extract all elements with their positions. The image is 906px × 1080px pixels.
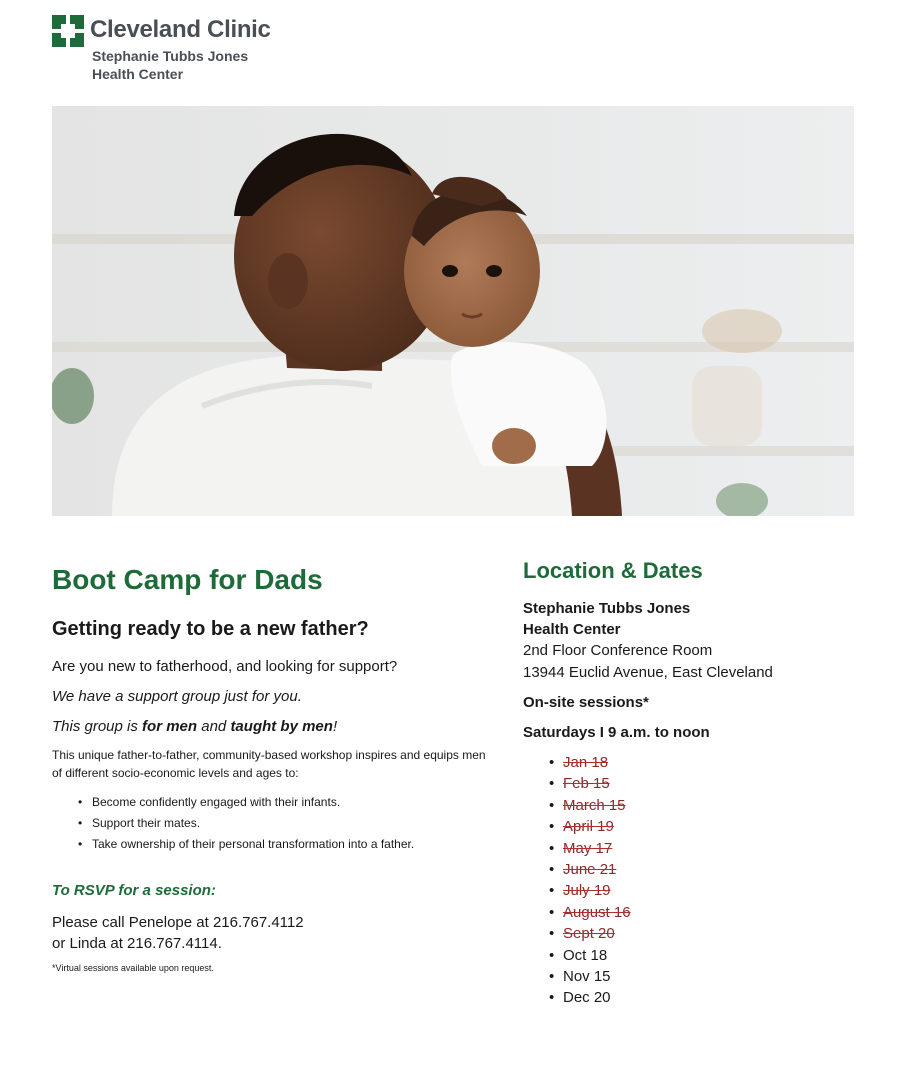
session-date-past xyxy=(549,838,631,859)
rsvp-heading: To RSVP for a session: xyxy=(52,882,216,899)
session-date-upcoming xyxy=(549,945,631,966)
venue-name-line2: Health Center xyxy=(523,621,621,638)
venue-room: 2nd Floor Conference Room xyxy=(523,642,713,659)
session-date-past xyxy=(549,773,631,794)
session-date-label: June 21 xyxy=(563,860,617,878)
group-text-taught-by-men: taught by men xyxy=(230,718,333,735)
session-date-upcoming xyxy=(549,987,631,1008)
support-text: We have a support group just for you. xyxy=(52,688,302,705)
brand-subtitle-line1: Stephanie Tubbs Jones xyxy=(92,48,249,64)
group-text-suffix: ! xyxy=(332,718,338,735)
rsvp-contact-penelope: Please call Penelope at 216.767.4112 xyxy=(52,914,304,931)
session-date-label: Feb 15 xyxy=(563,775,610,793)
session-date-label: May 17 xyxy=(563,839,613,857)
brand-subtitle-line2: Health Center xyxy=(92,66,184,82)
venue-address: 13944 Euclid Avenue, East Cleveland xyxy=(523,664,773,681)
session-date-label: August 16 xyxy=(563,903,631,921)
group-text xyxy=(52,718,337,735)
rsvp-contact-linda: or Linda at 216.767.4114. xyxy=(52,935,222,952)
session-date-label: Oct 18 xyxy=(563,946,608,964)
session-date-past xyxy=(549,795,631,816)
brand-name: Cleveland Clinic xyxy=(90,16,271,43)
session-date-label: Nov 15 xyxy=(563,967,611,985)
benefit-item: • Take ownership of their personal transformation into a father. xyxy=(78,836,458,853)
benefits-list xyxy=(78,794,458,857)
session-date-past xyxy=(549,752,631,773)
session-date-label: April 19 xyxy=(563,818,614,836)
session-date-label: Sept 20 xyxy=(563,925,615,943)
group-text-for-men: for men xyxy=(142,718,198,735)
workshop-description: This unique father-to-father, community-based workshop inspires and equips men of different socio-economic levels and ages to: xyxy=(52,748,486,780)
session-date-past xyxy=(549,902,631,923)
benefit-item: • Become confidently engaged with their infants. xyxy=(78,794,458,811)
session-date-past xyxy=(549,880,631,901)
session-dates-list xyxy=(549,752,631,1009)
group-text-and: and xyxy=(197,718,231,735)
schedule-text: Saturdays I 9 a.m. to noon xyxy=(523,724,710,741)
venue-name-line1: Stephanie Tubbs Jones xyxy=(523,600,691,617)
header xyxy=(52,12,452,92)
session-date-label: March 15 xyxy=(563,796,626,814)
session-date-past xyxy=(549,859,631,880)
hero-photo-father-holding-baby xyxy=(52,106,854,516)
session-date-past xyxy=(549,923,631,944)
session-date-label: Jan 18 xyxy=(563,754,609,771)
session-date-upcoming xyxy=(549,966,631,987)
intro-text: Are you new to fatherhood, and looking for support? xyxy=(52,658,398,675)
cleveland-clinic-logo-icon xyxy=(52,15,84,47)
event-title: Boot Camp for Dads xyxy=(52,564,323,595)
session-date-past xyxy=(549,816,631,837)
event-subtitle: Getting ready to be a new father? xyxy=(52,618,369,640)
session-date-label: July 19 xyxy=(563,882,611,900)
benefit-item: • Support their mates. xyxy=(78,815,458,832)
virtual-sessions-footnote: *Virtual sessions available upon request. xyxy=(52,963,214,973)
group-text-prefix: This group is xyxy=(52,718,143,735)
onsite-sessions-label: On-site sessions* xyxy=(523,694,649,711)
location-heading: Location & Dates xyxy=(523,558,703,583)
session-date-label: Dec 20 xyxy=(563,989,611,1007)
